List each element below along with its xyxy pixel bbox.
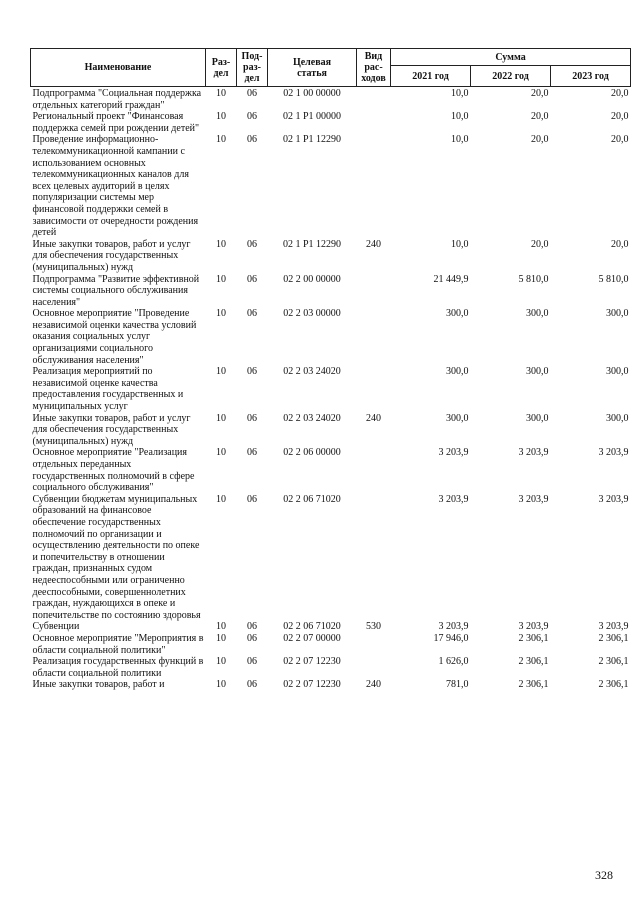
row-name: Субвенции xyxy=(32,621,80,633)
row-vid xyxy=(357,134,391,238)
row-name: Иные закупки товаров, работ и xyxy=(32,679,165,691)
row-target: 02 2 03 24020 xyxy=(283,366,341,378)
row-target: 02 1 P1 00000 xyxy=(282,111,342,123)
row-sum-2022: 5 810,0 xyxy=(518,273,549,285)
row-vid xyxy=(357,274,391,309)
row-podrazdel: 06 xyxy=(247,493,257,505)
row-sum-2023: 300,0 xyxy=(606,412,629,424)
row-sum-2023: 20,0 xyxy=(611,88,629,99)
row-sum-2023: 20,0 xyxy=(611,238,629,250)
row-sum-2022: 2 306,1 xyxy=(518,632,549,644)
row-sum-2021: 10,0 xyxy=(451,88,469,99)
header-year-2022: 2022 год xyxy=(471,66,551,87)
row-name: Реализация мероприятий по независимой оценке качества предоставления государственных и муниципальных услуг xyxy=(32,366,184,413)
page-number: 328 xyxy=(595,868,613,882)
table-row xyxy=(31,679,631,691)
table-body xyxy=(31,87,631,691)
row-sum-2022: 300,0 xyxy=(526,412,549,424)
header-vid: Вид рас- ходов xyxy=(357,49,391,87)
row-razdel: 10 xyxy=(216,88,226,99)
row-podrazdel: 06 xyxy=(247,621,257,633)
row-target: 02 2 07 00000 xyxy=(283,632,341,644)
row-podrazdel: 06 xyxy=(247,273,257,285)
row-sum-2021: 300,0 xyxy=(446,308,469,320)
row-razdel: 10 xyxy=(216,447,226,459)
row-razdel: 10 xyxy=(216,134,226,146)
row-sum-2022: 2 306,1 xyxy=(518,679,549,691)
row-vid xyxy=(357,308,391,366)
row-sum-2021: 1 626,0 xyxy=(438,656,469,668)
header-name: Наименование xyxy=(31,49,206,87)
row-sum-2023: 3 203,9 xyxy=(598,447,629,459)
row-sum-2021: 10,0 xyxy=(451,238,469,250)
row-target: 02 1 00 00000 xyxy=(283,88,341,99)
row-sum-2023: 3 203,9 xyxy=(598,493,629,505)
row-podrazdel: 06 xyxy=(247,412,257,424)
row-vid: 530 xyxy=(366,621,381,633)
row-sum-2021: 10,0 xyxy=(451,134,469,146)
row-target: 02 2 06 71020 xyxy=(283,621,341,633)
row-podrazdel: 06 xyxy=(247,134,257,146)
row-sum-2022: 20,0 xyxy=(531,88,549,99)
row-sum-2022: 20,0 xyxy=(531,134,549,146)
table-row xyxy=(31,447,631,493)
row-name: Основное мероприятие "Реализация отдельных переданных государственных полномочий в сфере социального обслуживания" xyxy=(32,447,195,494)
row-name: Основное мероприятие "Мероприятия в области социальной политики" xyxy=(32,632,204,656)
row-podrazdel: 06 xyxy=(247,679,257,691)
row-vid: 240 xyxy=(366,238,381,250)
table-row xyxy=(31,621,631,633)
row-target: 02 1 P1 12290 xyxy=(282,134,342,146)
row-sum-2023: 5 810,0 xyxy=(598,273,629,285)
row-sum-2023: 3 203,9 xyxy=(598,621,629,633)
row-target: 02 1 P1 12290 xyxy=(282,238,342,250)
row-sum-2022: 3 203,9 xyxy=(518,493,549,505)
row-razdel: 10 xyxy=(216,679,226,691)
header-year-2023: 2023 год xyxy=(551,66,631,87)
row-sum-2023: 20,0 xyxy=(611,111,629,123)
row-sum-2023: 300,0 xyxy=(606,308,629,320)
row-target: 02 2 06 00000 xyxy=(283,447,341,459)
row-target: 02 2 03 00000 xyxy=(283,308,341,320)
row-razdel: 10 xyxy=(216,273,226,285)
table-row xyxy=(31,633,631,656)
row-sum-2022: 300,0 xyxy=(526,308,549,320)
row-sum-2022: 3 203,9 xyxy=(518,447,549,459)
row-razdel: 10 xyxy=(216,656,226,668)
row-sum-2023: 2 306,1 xyxy=(598,656,629,668)
row-name: Иные закупки товаров, работ и услуг для обеспечения государственных (муниципальных) нужд xyxy=(32,412,191,447)
header-podrazdel: Под- раз- дел xyxy=(237,49,268,87)
table-row xyxy=(31,274,631,309)
row-target: 02 2 03 24020 xyxy=(283,412,341,424)
table-row xyxy=(31,111,631,134)
row-razdel: 10 xyxy=(216,412,226,424)
table-row xyxy=(31,413,631,448)
row-target: 02 2 07 12230 xyxy=(283,679,341,691)
row-vid xyxy=(357,656,391,679)
row-sum-2021: 3 203,9 xyxy=(438,621,469,633)
row-podrazdel: 06 xyxy=(247,447,257,459)
row-name: Иные закупки товаров, работ и услуг для обеспечения государственных (муниципальных) нужд xyxy=(32,238,191,273)
row-name: Проведение информационно-телекоммуникационной кампании с использованием основных телекоммуникационных каналов для всех целевых аудиторий в целях популяризации системы мер финансовой поддержки семей в зависимости от очередности рождения детей xyxy=(32,134,199,239)
row-name: Подпрограмма "Развитие эффективной системы социального обслуживания населения" xyxy=(32,273,200,308)
row-name: Реализация государственных функций в области социальной политики xyxy=(32,656,204,679)
row-vid xyxy=(357,447,391,493)
table-row xyxy=(31,494,631,622)
header-year-2021: 2021 год xyxy=(391,66,471,87)
row-vid xyxy=(357,494,391,622)
row-razdel: 10 xyxy=(216,111,226,123)
row-sum-2022: 20,0 xyxy=(531,111,549,123)
row-sum-2021: 10,0 xyxy=(451,111,469,123)
row-name: Региональный проект "Финансовая поддержка семей при рождении детей" xyxy=(32,111,200,134)
row-name: Субвенции бюджетам муниципальных образований на финансовое обеспечение государственных полномочий по организации и осуществлению деятельности по опеке и попечительству в отношении граждан, признанных судом недееспособными или ограниченно дееспособными, совершеннолетних граждан, нуждающихся в опеке и попечительстве по состоянию здоровья xyxy=(32,493,201,621)
row-sum-2021: 21 449,9 xyxy=(433,273,469,285)
row-sum-2023: 2 306,1 xyxy=(598,632,629,644)
row-vid: 240 xyxy=(366,412,381,424)
row-vid xyxy=(357,366,391,412)
budget-table xyxy=(30,48,631,691)
table-row xyxy=(31,239,631,274)
row-razdel: 10 xyxy=(216,632,226,644)
header-sum: Сумма xyxy=(391,49,631,66)
table-header xyxy=(31,49,631,87)
row-sum-2021: 3 203,9 xyxy=(438,447,469,459)
table-row xyxy=(31,87,631,112)
row-name: Подпрограмма "Социальная поддержка отдельных категорий граждан" xyxy=(32,88,202,111)
row-vid xyxy=(357,111,391,134)
row-sum-2021: 3 203,9 xyxy=(438,493,469,505)
row-sum-2023: 2 306,1 xyxy=(598,679,629,691)
row-razdel: 10 xyxy=(216,366,226,378)
header-target: Целевая статья xyxy=(268,49,357,87)
row-podrazdel: 06 xyxy=(247,632,257,644)
table-row xyxy=(31,134,631,238)
row-razdel: 10 xyxy=(216,493,226,505)
row-sum-2021: 17 946,0 xyxy=(433,632,469,644)
row-target: 02 2 06 71020 xyxy=(283,493,341,505)
row-sum-2022: 300,0 xyxy=(526,366,549,378)
row-vid xyxy=(357,633,391,656)
row-razdel: 10 xyxy=(216,238,226,250)
row-podrazdel: 06 xyxy=(247,111,257,123)
row-vid: 240 xyxy=(366,679,381,691)
row-sum-2023: 20,0 xyxy=(611,134,629,146)
row-sum-2022: 20,0 xyxy=(531,238,549,250)
table-row xyxy=(31,308,631,366)
row-sum-2022: 3 203,9 xyxy=(518,621,549,633)
table-row xyxy=(31,366,631,412)
row-razdel: 10 xyxy=(216,308,226,320)
row-sum-2021: 300,0 xyxy=(446,412,469,424)
table-row xyxy=(31,656,631,679)
row-sum-2021: 781,0 xyxy=(446,679,469,691)
row-sum-2022: 2 306,1 xyxy=(518,656,549,668)
row-podrazdel: 06 xyxy=(247,366,257,378)
row-name: Основное мероприятие "Проведение независимой оценки качества условий оказания социальных услуг организациями социального обслуживания населения" xyxy=(32,308,197,366)
header-razdel: Раз- дел xyxy=(206,49,237,87)
row-sum-2021: 300,0 xyxy=(446,366,469,378)
row-vid xyxy=(357,87,391,112)
row-podrazdel: 06 xyxy=(247,656,257,668)
row-razdel: 10 xyxy=(216,621,226,633)
row-target: 02 2 00 00000 xyxy=(283,273,341,285)
row-podrazdel: 06 xyxy=(247,238,257,250)
row-podrazdel: 06 xyxy=(247,88,257,99)
row-podrazdel: 06 xyxy=(247,308,257,320)
row-sum-2023: 300,0 xyxy=(606,366,629,378)
row-target: 02 2 07 12230 xyxy=(283,656,341,668)
